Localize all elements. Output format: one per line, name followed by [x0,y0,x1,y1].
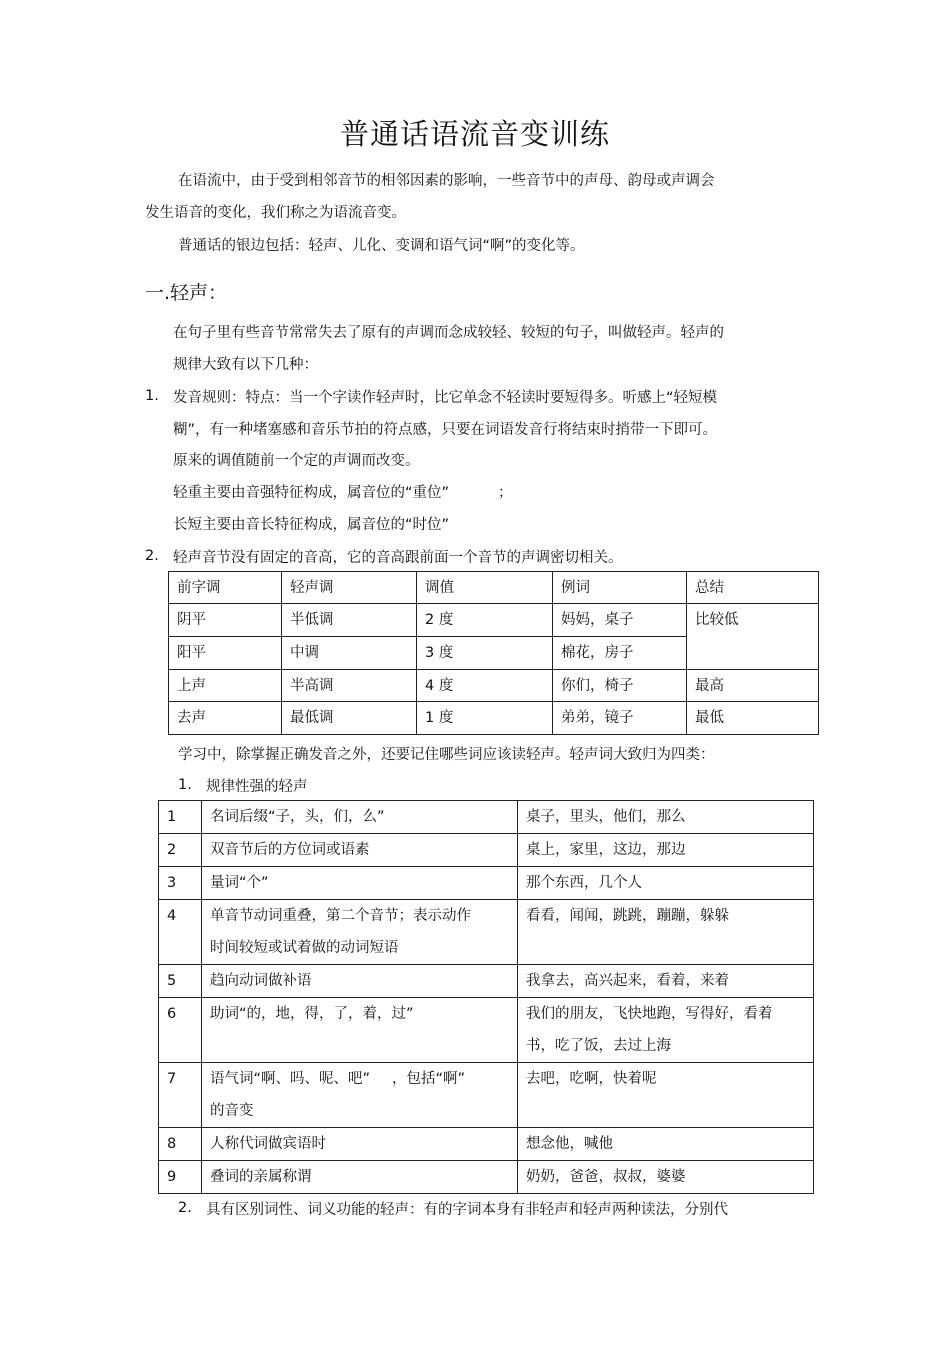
intro-paragraph-line: 发生语音的变化，我们称之为语流音变。 [145,205,406,221]
table-row [169,670,819,702]
example-cell: 去吧，吃啊，快着呢 [518,1063,814,1128]
table-cell: 比较低 [687,604,819,670]
table-cell: 1 度 [417,702,553,735]
table-cell: 阳平 [169,637,282,670]
table-cell: 半低调 [282,604,417,637]
rule-cell: 助词“的，地，得，了，着，过” [202,998,518,1063]
list-item-line: 轻声音节没有固定的音高，它的音高跟前面一个音节的声调密切相关。 [173,550,623,566]
row-number: 4 [159,900,202,965]
table-row [159,900,814,965]
rule-cell: 双音节后的方位词或语素 [202,834,518,867]
rule-cell: 人称代词做宾语时 [202,1128,518,1161]
section-paragraph-line: 规律大致有以下几种： [173,357,318,373]
list-item-line: 原来的调值随前一个定的声调而改变。 [173,453,420,469]
rule-cell [202,900,518,965]
intro-paragraph-line: 在语流中，由于受到相邻音节的相邻因素的影响，一些音节中的声母、韵母或声调会 [178,173,715,189]
list-item-line: 长短主要由音长特征构成，属音位的“时位” [173,517,450,533]
table-cell: 弟弟，镜子 [553,702,687,735]
example-cell: 那个东西，几个人 [518,867,814,900]
table-cell: 上声 [169,670,282,702]
row-number: 6 [159,998,202,1063]
list-item-line: 具有区别词性、词义功能的轻声：有的字词本身有非轻声和轻声两种读法，分别代 [206,1202,728,1218]
example-line: 我们的朋友，飞快地跑，写得好，看着 [526,1006,773,1022]
rule-cell: 名词后缀“子，头，们，么” [202,801,518,834]
table-row [159,801,814,834]
rule-line [210,1063,509,1095]
table-header-cell: 总结 [687,572,819,604]
list-number: 1. [145,388,159,404]
rule-cell: 量词“个” [202,867,518,900]
list-number: 2. [178,1200,192,1216]
rule-cell [202,1063,518,1128]
row-number: 7 [159,1063,202,1128]
rule-text: 语气词“啊、吗、呢、吧” [210,1071,371,1087]
table-cell: 最高 [687,670,819,702]
table-row [159,834,814,867]
example-cell: 想念他，喊他 [518,1128,814,1161]
row-number: 9 [159,1161,202,1194]
table-header-row [169,572,819,604]
table-row [159,1128,814,1161]
row-number: 5 [159,965,202,998]
list-item-line: 轻重主要由音强特征构成，属音位的“重位” [173,485,450,501]
list-item-punct: ； [498,485,513,501]
row-number: 1 [159,801,202,834]
table-row [159,965,814,998]
row-number: 2 [159,834,202,867]
row-number: 8 [159,1128,202,1161]
table-cell: 你们，椅子 [553,670,687,702]
table-cell: 最低调 [282,702,417,735]
example-cell: 看看，闻闻，跳跳，蹦蹦，躲躲 [518,900,814,965]
table-cell: 去声 [169,702,282,735]
rule-text: ，包括“啊” [392,1071,466,1087]
rule-line: 的音变 [210,1103,254,1119]
table-row [159,998,814,1063]
table-header-cell: 前字调 [169,572,282,604]
list-item-line: 糊”，有一种堵塞感和音乐节拍的符点感，只要在词语发音行将结束时捎带一下即可。 [173,422,718,438]
rule-cell: 叠词的亲属称谓 [202,1161,518,1194]
section-paragraph-line: 学习中，除掌握正确发音之外，还要记住哪些词应该读轻声。轻声词大致归为四类： [178,747,715,763]
list-item-line: 发音规则：特点：当一个字读作轻声时，比它单念不轻读时要短得多。听感上“轻短模 [173,390,718,406]
table-cell: 半高调 [282,670,417,702]
table-header-cell: 例词 [553,572,687,604]
table-cell: 2 度 [417,604,553,637]
intro-paragraph-2: 普通话的银边包括：轻声、儿化、变调和语气词“啊”的变化等。 [178,238,585,254]
table-header-cell: 轻声调 [282,572,417,604]
neutral-tone-rules-table [158,800,814,1194]
list-number: 2. [145,548,159,564]
example-cell: 桌上，家里，这边，那边 [518,834,814,867]
section-heading: 一.轻声： [145,282,228,304]
section-paragraph-line: 在句子里有些音节常常失去了原有的声调而念成较轻、较短的句子，叫做轻声。轻声的 [173,325,724,341]
table-row [159,867,814,900]
table-cell: 中调 [282,637,417,670]
example-cell: 我拿去，高兴起来，看着，来着 [518,965,814,998]
table-row [159,1063,814,1128]
table-cell: 3 度 [417,637,553,670]
table-cell: 棉花，房子 [553,637,687,670]
rule-line: 时间较短或试着做的动词短语 [210,940,399,956]
example-line: 书，吃了饭，去过上海 [526,1038,671,1054]
page-title: 普通话语流音变训练 [339,117,610,151]
example-cell: 桌子，里头，他们，那么 [518,801,814,834]
example-cell: 奶奶，爸爸，叔叔，婆婆 [518,1161,814,1194]
table-row [159,1161,814,1194]
table-cell: 4 度 [417,670,553,702]
table-row [169,604,819,637]
table-cell: 妈妈，桌子 [553,604,687,637]
list-item-line: 规律性强的轻声 [206,779,308,795]
table-row [169,702,819,735]
neutral-tone-table [168,571,819,735]
list-number: 1. [178,777,192,793]
row-number: 3 [159,867,202,900]
rule-cell: 趋向动词做补语 [202,965,518,998]
table-cell: 阴平 [169,604,282,637]
table-header-cell: 调值 [417,572,553,604]
example-cell [518,998,814,1063]
table-cell: 最低 [687,702,819,735]
rule-line: 单音节动词重叠，第二个音节；表示动作 [210,908,471,924]
